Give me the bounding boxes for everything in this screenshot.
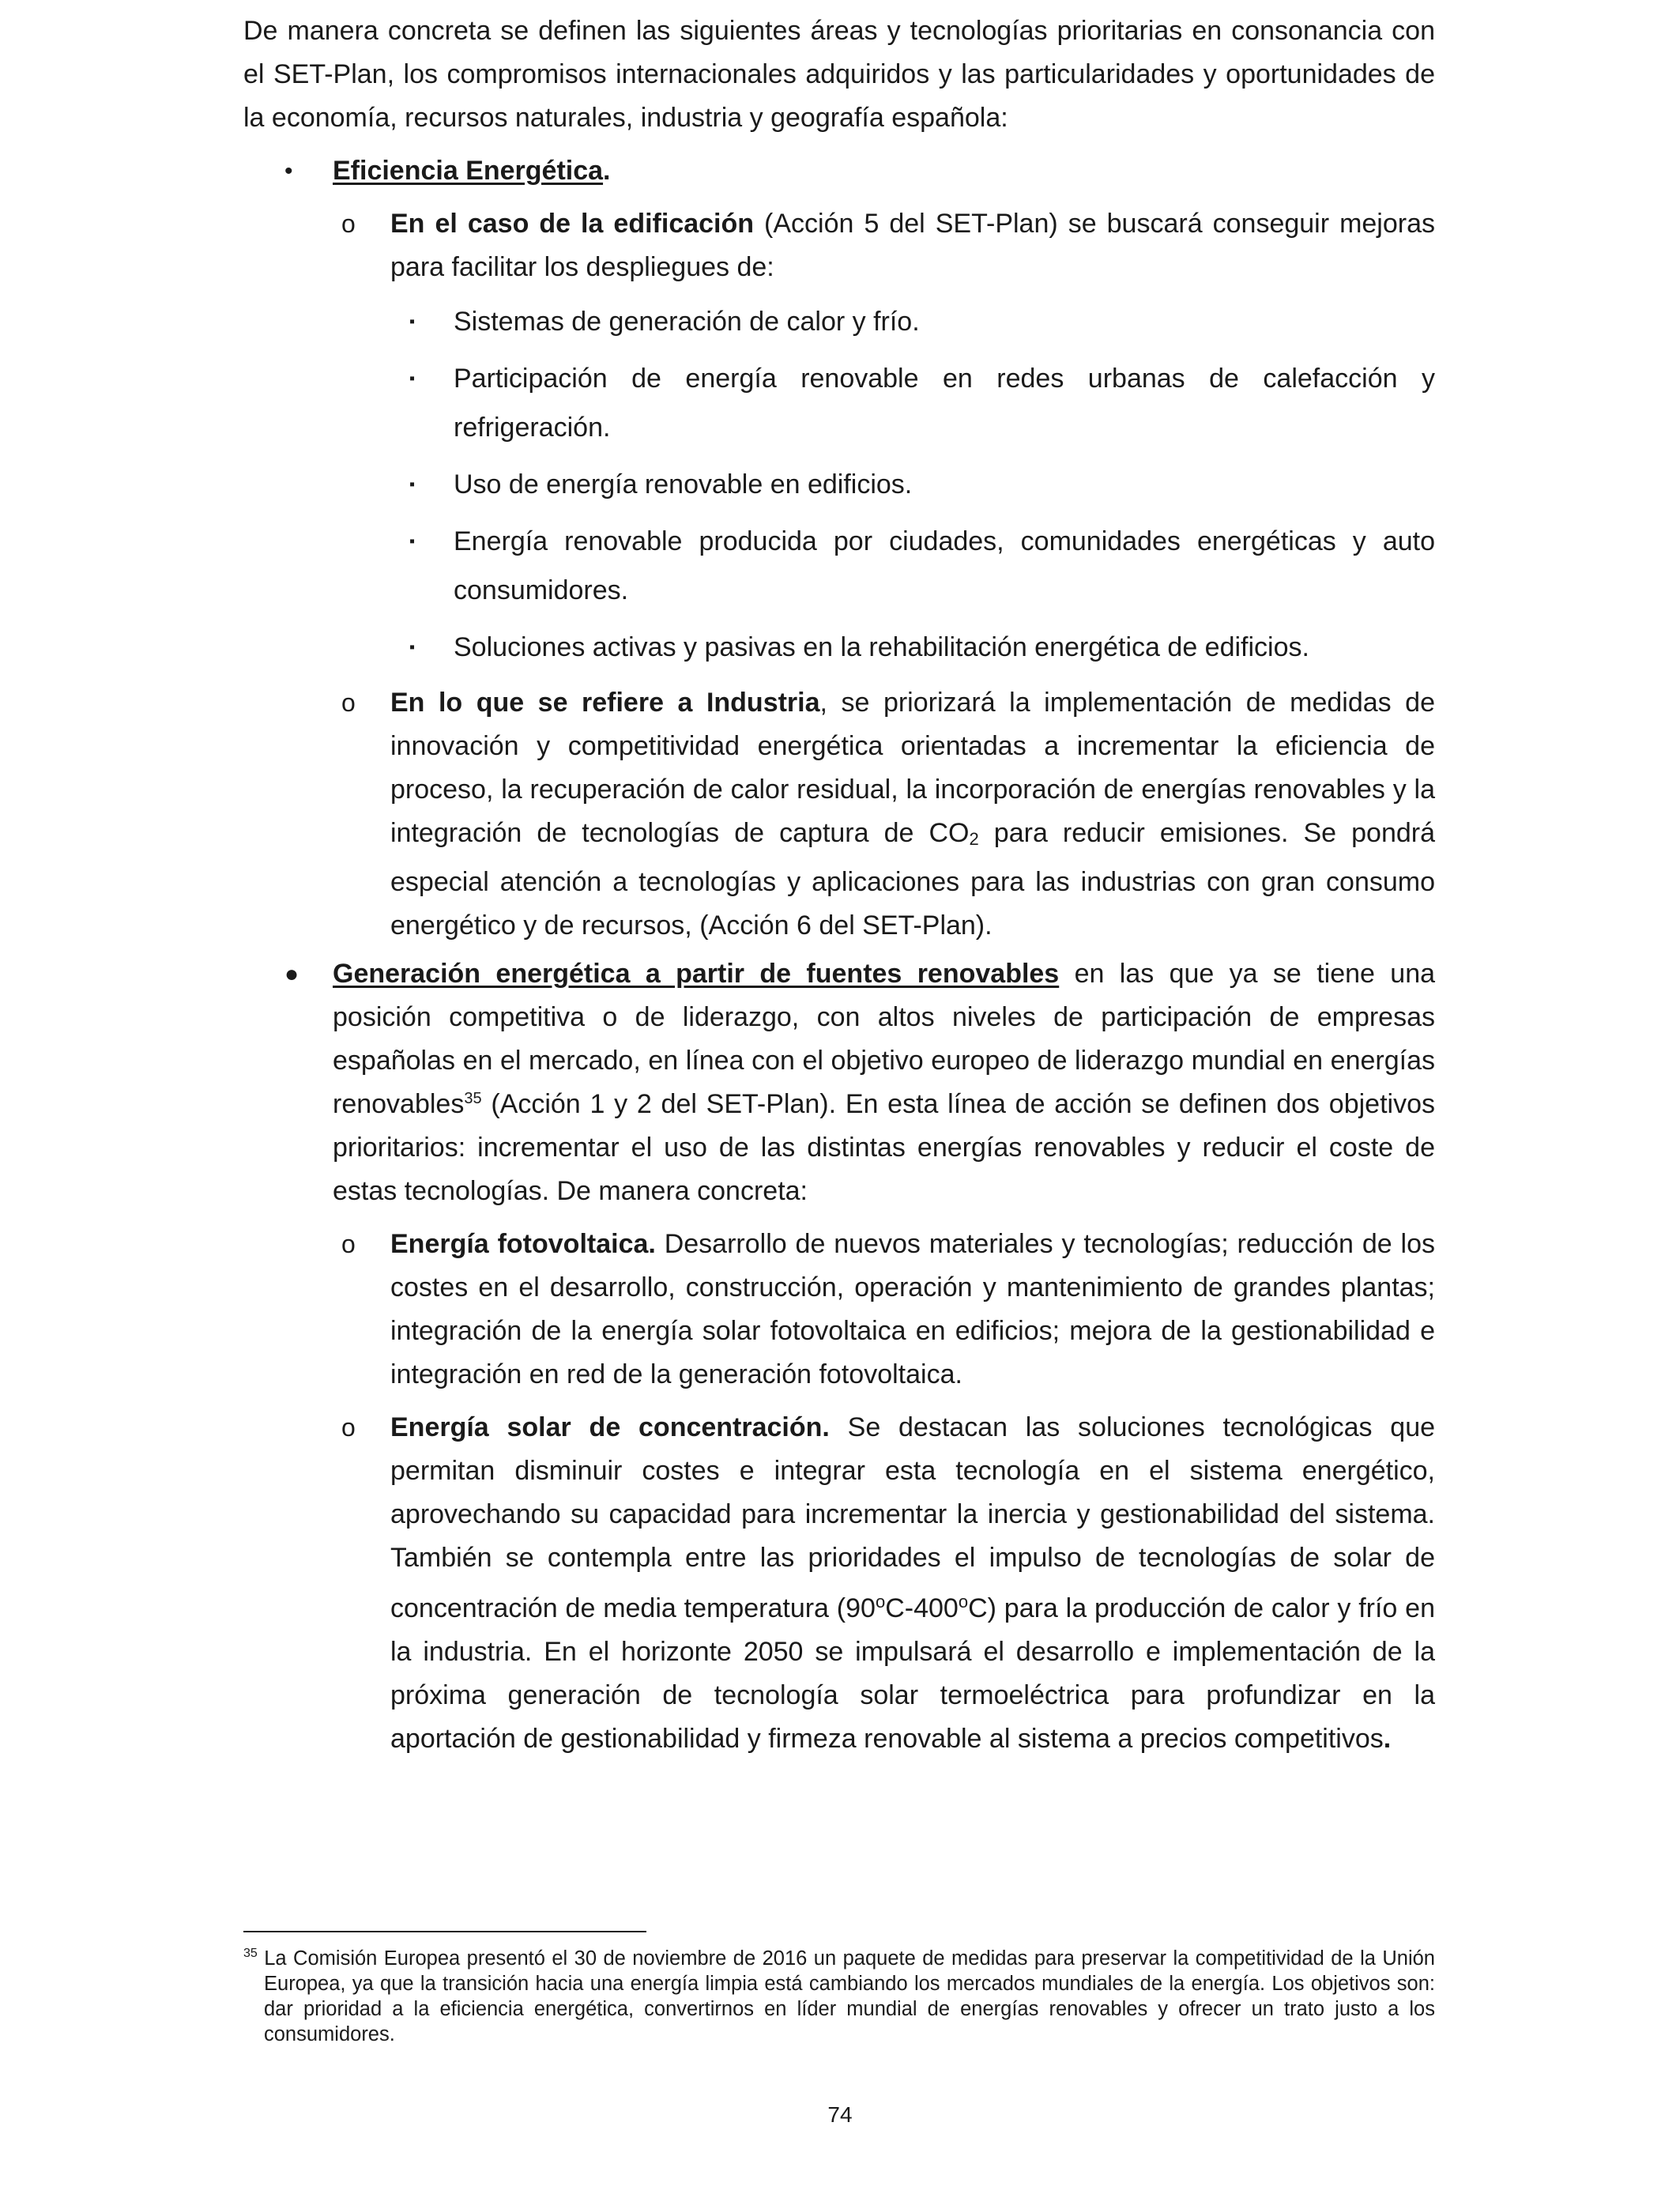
sub-marker: o xyxy=(341,688,356,717)
footnote-divider xyxy=(243,1931,646,1932)
bullet-paragraph: Generación energética a partir de fuentes renovables en las que ya se tiene una posición competitiva o de liderazgo, con altos niveles de participación de empresas españolas en el mercado, en línea con el objetivo europeo de liderazgo mundial en energías renovables$^{35}$ (Acción 1 y 2 del SET-Plan). En esta línea de acción se definen dos objetivos prioritarios: incrementar el uso de las distintas energías renovables y reducir el coste de estas tecnologías. De manera concreta: xyxy=(333,959,1436,1206)
sub-paragraph: En lo que se refiere a Industria, se priorizará la implementación de medidas de innovación y competitividad energética orientadas a incrementar la eficiencia de proceso, la recuperación de calor residual, la incorporación de energías renovables y la integración de tecnologías de captura de CO2 para reducir emisiones. Se pondrá especial atención a tecnologías y aplicaciones para las industrias con gran consumo energético y de recursos, (Acción 6 del SET-Plan). xyxy=(390,688,1436,941)
sub-marker: o xyxy=(341,1230,356,1258)
sub-marker: o xyxy=(341,1413,356,1442)
bullet-marker: ● xyxy=(284,961,299,987)
bullet-generacion xyxy=(243,952,1435,1213)
list-item: ▪ Uso de energía renovable en edificios. xyxy=(243,460,1435,509)
intro-paragraph: De manera concreta se definen las siguientes áreas y tecnologías prioritarias en consonancia con el SET-Plan, los compromisos internacionales adquiridos y las particularidades y oportunidades de la economía, recursos naturales, industria y geografía española: xyxy=(243,16,1435,133)
list-item: ▪ Participación de energía renovable en redes urbanas de calefacción y refrigeración. xyxy=(243,354,1435,452)
bullet-title: Eficiencia Energética xyxy=(333,156,604,186)
square-bullet-icon: ▪ xyxy=(409,370,416,387)
document-page xyxy=(243,9,1435,1761)
bullet-heading: Eficiencia Energética. xyxy=(333,156,611,186)
footnote-ref[interactable]: 35 xyxy=(464,1090,482,1107)
sub-edificacion xyxy=(243,202,1435,289)
bullet-title: Generación energética a partir de fuentes renovables xyxy=(333,959,1060,989)
sub-lead: En lo que se refiere a Industria xyxy=(390,688,820,718)
sub-marker: o xyxy=(341,209,356,238)
list-item: ▪ Soluciones activas y pasivas en la rehabilitación energética de edificios. xyxy=(243,623,1435,672)
sub-fotovoltaica xyxy=(243,1223,1435,1397)
square-bullet-icon: ▪ xyxy=(409,476,416,493)
footnote-text: La Comisión Europea presentó el 30 de noviembre de 2016 un paquete de medidas para preservar la competitividad de la Unión Europea, ya que la transición hacia una energía limpia está cambiando los mercados mundiales de la energía. Los objetivos son: dar prioridad a la eficiencia energética, convertirnos en líder mundial de energías renovables y ofrecer un trato justo a los consumidores. xyxy=(257,1947,1435,2045)
footnote-number: 35 xyxy=(243,1947,258,1960)
sub-paragraph: Energía fotovoltaica. Desarrollo de nuevos materiales y tecnologías; reducción de los costes en el desarrollo, construcción, operación y mantenimiento de grandes plantas; integración de la energía solar fotovoltaica en edificios; mejora de la gestionabilidad e integración en red de la generación fotovoltaica. xyxy=(390,1229,1435,1389)
sub-paragraph: Energía solar de concentración. Se destacan las soluciones tecnológicas que permitan disminuir costes e integrar esta tecnología en el sistema energético, aprovechando su capacidad para incrementar la inercia y gestionabilidad del sistema. También se contempla entre las prioridades el impulso de tecnologías de solar de concentración de media temperatura (90$^o$C-400$^o$C) para la producción de calor y frío en la industria. En el horizonte 2050 se impulsará el desarrollo e implementación de la próxima generación de tecnología solar termoeléctrica para profundizar en la aportación de gestionabilidad y firmeza renovable al sistema a precios competitivos. xyxy=(390,1412,1436,1754)
sub-lead: Energía solar de concentración. xyxy=(390,1412,830,1442)
list-item: ▪ Sistemas de generación de calor y frío. xyxy=(243,297,1435,346)
sub-paragraph: En el caso de la edificación (Acción 5 del SET-Plan) se buscará conseguir mejoras para facilitar los despliegues de: xyxy=(390,209,1435,282)
sub-lead: En el caso de la edificación xyxy=(390,209,755,239)
square-bullet-icon: ▪ xyxy=(409,533,416,550)
sub-solar-concentracion xyxy=(243,1406,1435,1761)
bullet-marker: • xyxy=(284,158,293,184)
list-item: ▪ Energía renovable producida por ciudades, comunidades energéticas y auto consumidores. xyxy=(243,517,1435,615)
square-bullet-icon: ▪ xyxy=(409,639,416,656)
square-bullet-icon: ▪ xyxy=(409,313,416,330)
bullet-eficiencia xyxy=(243,149,1435,193)
sub-lead: Energía fotovoltaica. xyxy=(390,1229,656,1259)
page-number: 74 xyxy=(827,2102,853,2127)
sub-industria xyxy=(243,681,1435,948)
footnote xyxy=(243,1946,1435,2047)
